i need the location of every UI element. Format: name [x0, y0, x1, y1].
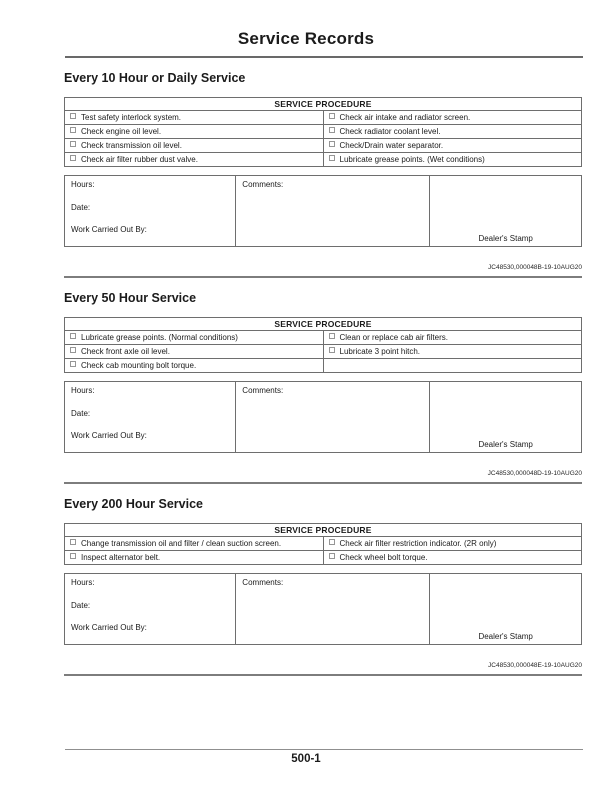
checkbox-icon: [329, 141, 335, 147]
page-footer: [0, 749, 612, 765]
procedure-row: [65, 139, 582, 153]
section-every-50-hour: [64, 291, 582, 484]
checkbox-icon: [70, 553, 76, 559]
checkbox-icon: [329, 127, 335, 133]
work-carried-out-label: Work Carried Out By:: [71, 225, 147, 234]
record-box-stamp-column: [430, 382, 581, 452]
checkbox-icon: [70, 333, 76, 339]
hours-label: Hours:: [71, 386, 95, 395]
comments-label: Comments:: [242, 386, 284, 395]
checkbox-icon: [70, 155, 76, 161]
procedure-item: Inspect alternator belt.: [81, 553, 161, 562]
procedure-item: Check radiator coolant level.: [339, 127, 441, 136]
procedure-table-header: SERVICE PROCEDURE: [65, 98, 582, 111]
section-every-10-hour: [64, 71, 582, 278]
checkbox-icon: [70, 539, 76, 545]
procedure-item: Lubricate grease points. (Normal conditions): [81, 333, 238, 342]
record-box-stamp-column: [430, 574, 581, 644]
procedure-row: [65, 153, 582, 167]
procedure-row: [65, 551, 582, 565]
procedure-row: [65, 537, 582, 551]
record-box-left-column: [65, 574, 236, 644]
procedure-item: Check wheel bolt torque.: [339, 553, 428, 562]
date-label: Date:: [71, 202, 91, 212]
section-divider: [64, 482, 582, 484]
procedure-item: Change transmission oil and filter / clean suction screen.: [81, 539, 282, 548]
record-box: [64, 381, 582, 453]
procedure-row: [65, 111, 582, 125]
record-box-comments-column: [236, 574, 430, 644]
dealers-stamp-label: Dealer's Stamp: [478, 632, 533, 641]
record-box-comments-column: [236, 382, 430, 452]
procedure-header-row: [65, 318, 582, 331]
checkbox-icon: [70, 141, 76, 147]
date-label: Date:: [71, 408, 91, 418]
procedure-header-row: [65, 98, 582, 111]
procedure-item: Clean or replace cab air filters.: [339, 333, 448, 342]
checkbox-icon: [329, 155, 335, 161]
procedure-item: Check front axle oil level.: [81, 347, 170, 356]
section-divider: [64, 276, 582, 278]
page-number: 500-1: [291, 753, 321, 765]
hours-label: Hours:: [71, 578, 95, 587]
hours-label: Hours:: [71, 180, 95, 189]
checkbox-icon: [329, 347, 335, 353]
procedure-row: [65, 125, 582, 139]
procedure-row: [65, 331, 582, 345]
checkbox-icon: [70, 113, 76, 119]
procedure-table: [64, 317, 582, 373]
section-heading: Every 50 Hour Service: [64, 291, 197, 305]
checkbox-icon: [70, 127, 76, 133]
procedure-item: Lubricate grease points. (Wet conditions): [339, 155, 485, 164]
procedure-table: [64, 523, 582, 565]
section-heading: Every 10 Hour or Daily Service: [64, 71, 246, 85]
title-divider: [65, 56, 583, 58]
procedure-table-header: SERVICE PROCEDURE: [65, 524, 582, 537]
section-heading: Every 200 Hour Service: [64, 497, 203, 511]
work-carried-out-label: Work Carried Out By:: [71, 623, 147, 632]
procedure-item: Check air filter restriction indicator. (2R only): [339, 539, 497, 548]
checkbox-icon: [70, 361, 76, 367]
checkbox-icon: [329, 333, 335, 339]
checkbox-icon: [329, 553, 335, 559]
page-title: Service Records: [237, 29, 375, 48]
procedure-item: Check air intake and radiator screen.: [339, 113, 471, 122]
procedure-item: Check cab mounting bolt torque.: [81, 361, 197, 370]
record-box: [64, 175, 582, 247]
section-every-200-hour: [64, 497, 582, 676]
dealers-stamp-label: Dealer's Stamp: [478, 234, 533, 243]
reference-code: JC48530,000048B-19-10AUG20: [488, 264, 582, 271]
procedure-item: Check/Drain water separator.: [339, 141, 444, 150]
procedure-item: Check air filter rubber dust valve.: [81, 155, 198, 164]
footer-divider: [65, 749, 583, 750]
record-box-comments-column: [236, 176, 430, 246]
checkbox-icon: [70, 347, 76, 353]
record-box-left-column: [65, 176, 236, 246]
record-box: [64, 573, 582, 645]
date-label: Date:: [71, 600, 91, 610]
procedure-row: [65, 345, 582, 359]
procedure-header-row: [65, 524, 582, 537]
comments-label: Comments:: [242, 180, 284, 189]
reference-code: JC48530,000048E-19-10AUG20: [488, 662, 582, 669]
comments-label: Comments:: [242, 578, 284, 587]
procedure-table-header: SERVICE PROCEDURE: [65, 318, 582, 331]
reference-code: JC48530,000048D-19-10AUG20: [487, 470, 582, 477]
checkbox-icon: [329, 113, 335, 119]
dealers-stamp-label: Dealer's Stamp: [478, 440, 533, 449]
procedure-item: Lubricate 3 point hitch.: [339, 347, 420, 356]
section-divider: [64, 674, 582, 676]
empty-cell: [323, 359, 582, 373]
record-box-left-column: [65, 382, 236, 452]
checkbox-icon: [329, 539, 335, 545]
record-box-stamp-column: [430, 176, 581, 246]
work-carried-out-label: Work Carried Out By:: [71, 431, 147, 440]
procedure-item: Check transmission oil level.: [81, 141, 182, 150]
procedure-item: Check engine oil level.: [81, 127, 162, 136]
procedure-row: [65, 359, 582, 373]
procedure-table: [64, 97, 582, 167]
page-content: [64, 71, 582, 676]
procedure-item: Test safety interlock system.: [81, 113, 182, 122]
